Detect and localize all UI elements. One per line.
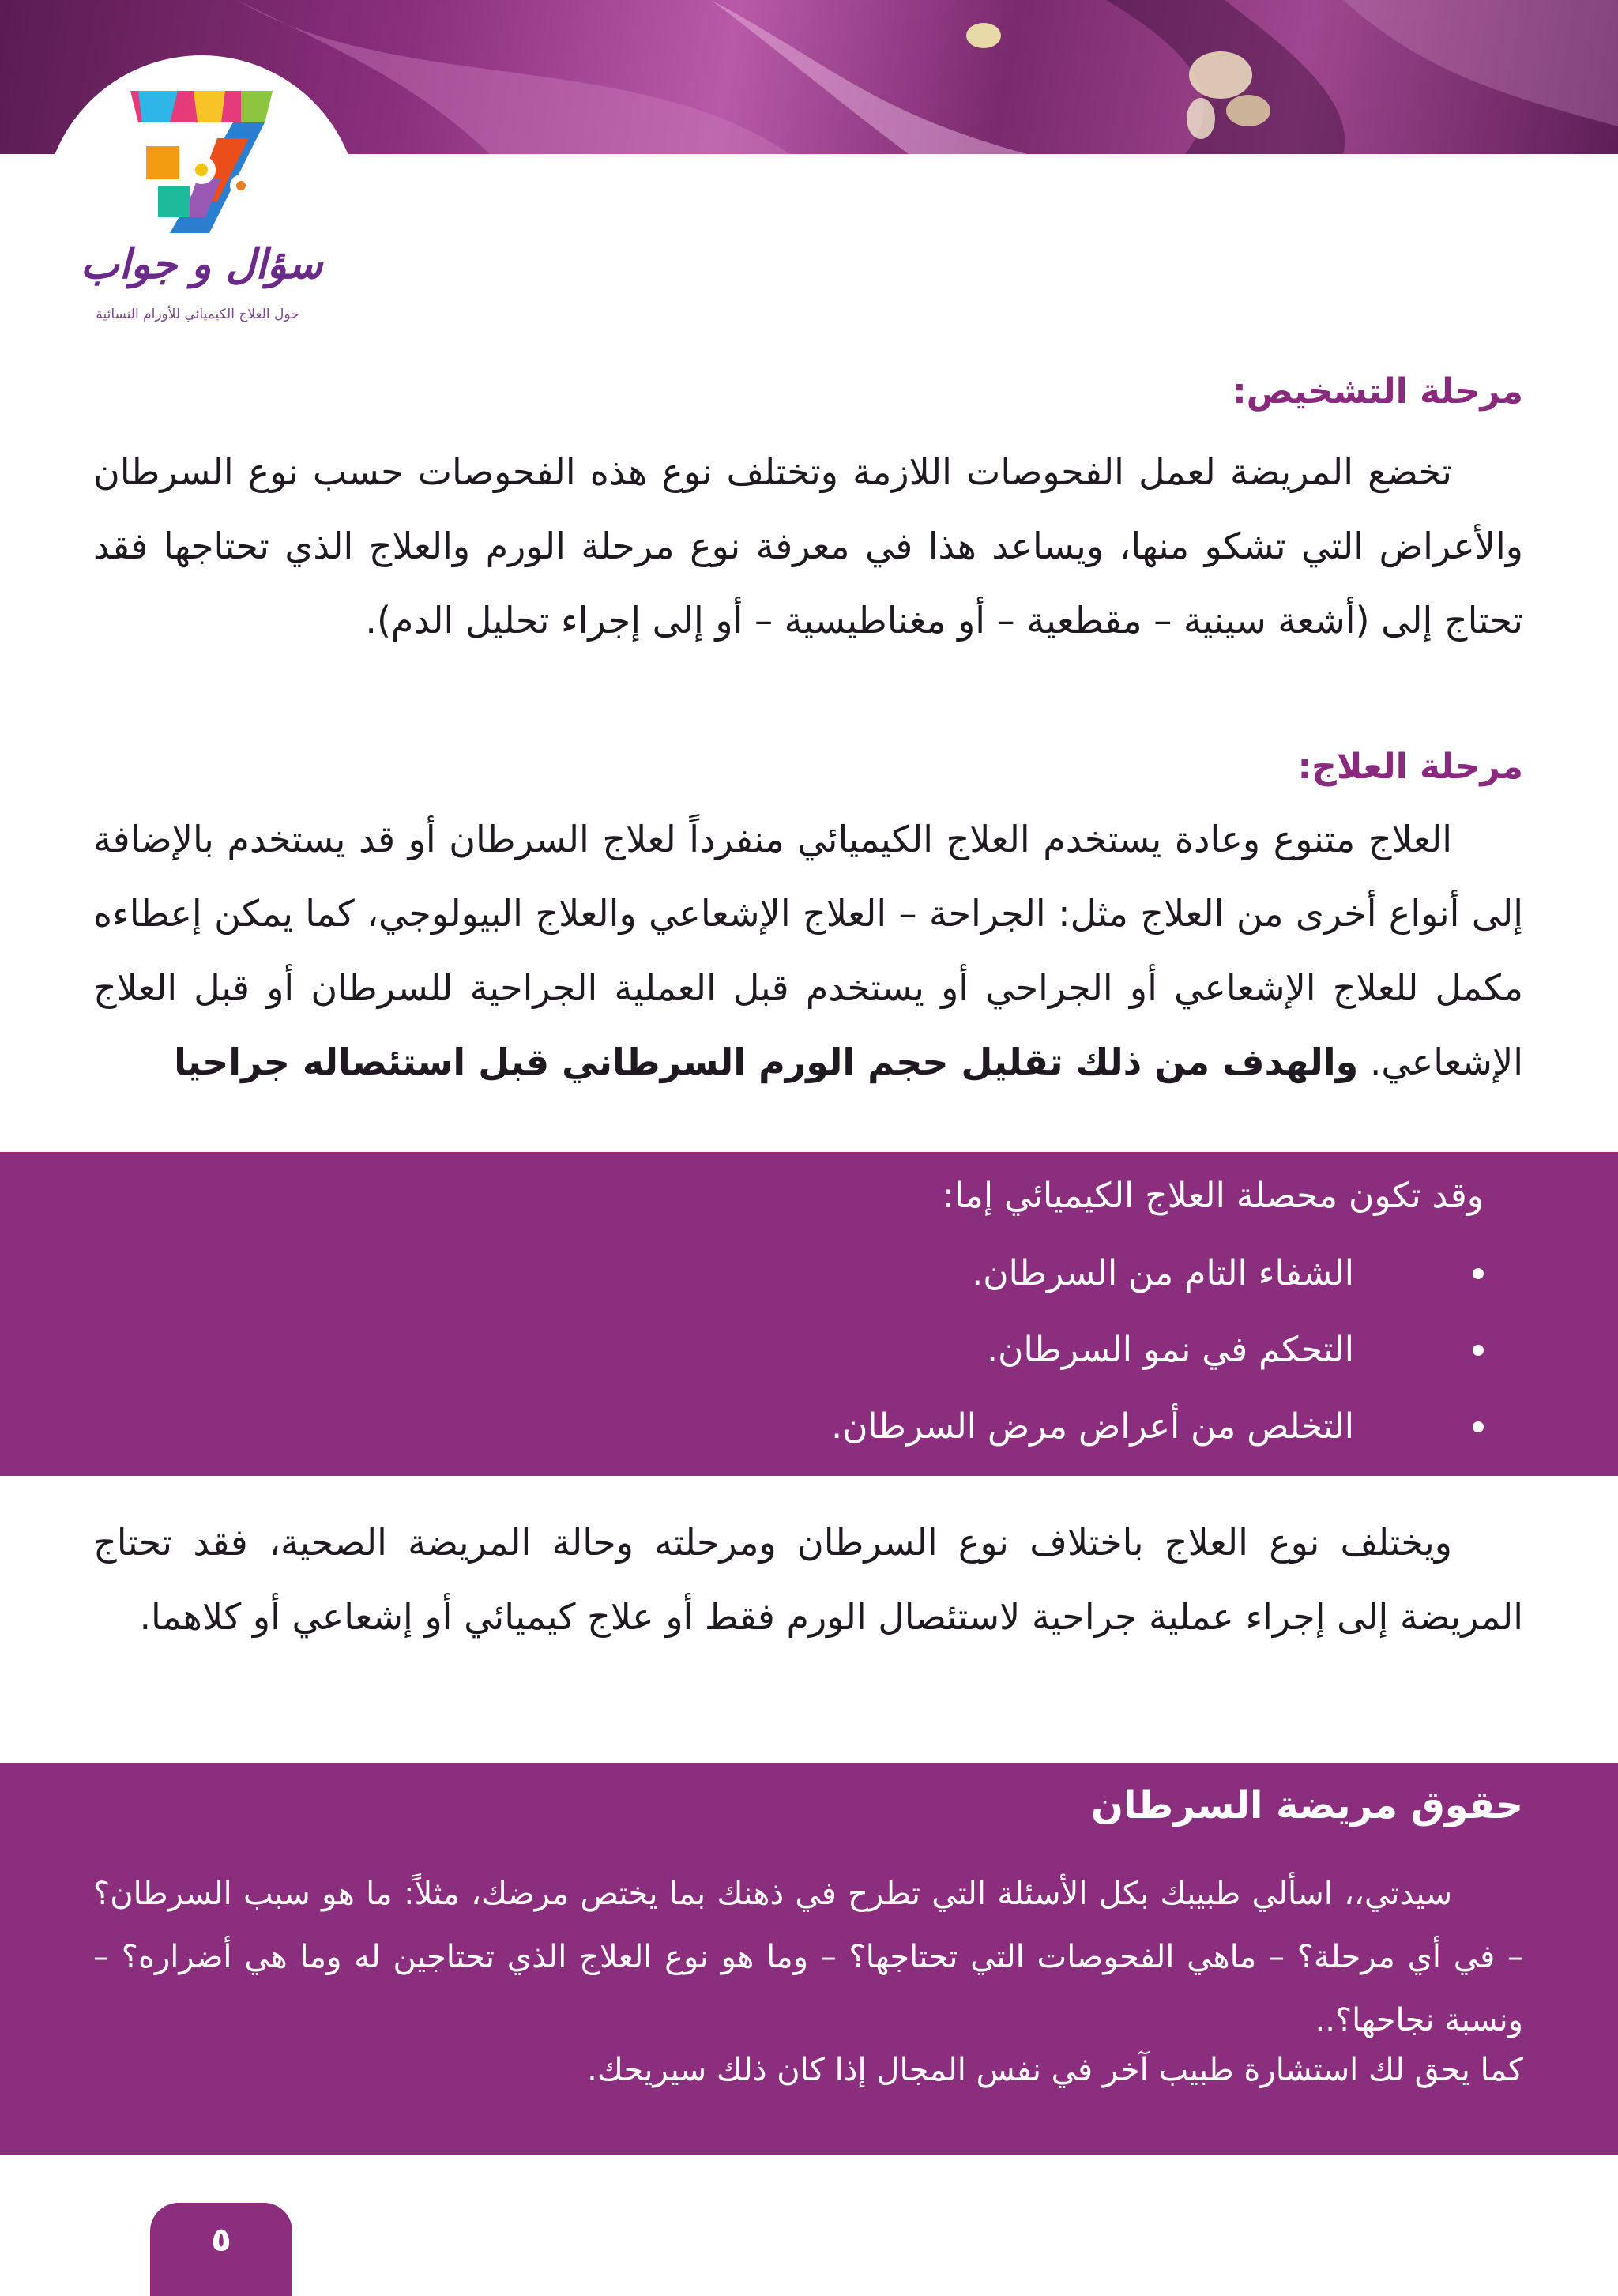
outcomes-list <box>831 1235 1484 1465</box>
rights-title: حقوق مريضة السرطان <box>1091 1783 1523 1827</box>
treatment-goal: والهدف من ذلك تقليل حجم الورم السرطاني قبل استئصاله جراحيا <box>174 1041 1359 1083</box>
treatment-text: العلاج متنوع وعادة يستخدم العلاج الكيميائي منفرداً لعلاج السرطان أو قد يستخدم بالإضافة إلى أنواع أخرى من العلاج مثل: الجراحة – العلاج الإشعاعي والعلاج البيولوجي، كما يمكن إعطاءه مكمل للعلاج الإشعاعي أو الجراحي أو يستخدم قبل العملية الجراحية للسرطان أو قبل العلاج الإشعاعي. <box>93 818 1523 1083</box>
diagnosis-text: تخضع المريضة لعمل الفحوصات اللازمة وتختلف نوع هذه الفحوصات حسب نوع السرطان والأعراض التي تشكو منها، ويساعد هذا في معرفة نوع مرحلة الورم والعلاج الذي تحتاجها فقد تحتاج إلى (أشعة سينية – مقطعية – أو مغناطيسية – أو إلى إجراء تحليل الدم). <box>93 450 1523 642</box>
outcomes-title: وقد تكون محصلة العلاج الكيميائي إما: <box>943 1176 1484 1216</box>
logo-subtitle: حول العلاج الكيميائي للأورام النسائية <box>96 307 299 322</box>
list-item: التخلص من أعراض مرض السرطان. <box>831 1388 1484 1465</box>
list-item: التحكم في نمو السرطان. <box>831 1312 1484 1388</box>
logo <box>43 55 359 340</box>
rights-last-line: كما يحق لك استشارة طبيب آخر في نفس المجال إذا كان ذلك سيريحك. <box>587 2052 1523 2088</box>
page-number-tab <box>150 2203 292 2296</box>
variation-text: ويختلف نوع العلاج باختلاف نوع السرطان ومرحلته وحالة المريضة الصحية، فقد تحتاج المريضة إلى إجراء عملية جراحية لاستئصال الورم فقط أو علاج كيميائي أو إشعاعي أو كلاهما. <box>93 1521 1523 1638</box>
list-item: الشفاء التام من السرطان. <box>831 1235 1484 1312</box>
rights-paragraph <box>93 1862 1523 2052</box>
diagnosis-heading: مرحلة التشخيص: <box>1232 371 1523 412</box>
bullet-icon <box>1473 1421 1484 1432</box>
bullet-icon <box>1473 1345 1484 1356</box>
mosaic-seven-icon <box>122 91 280 233</box>
bullet-icon <box>1473 1268 1484 1279</box>
treatment-heading: مرحلة العلاج: <box>1297 747 1523 787</box>
outcomes-band <box>0 1152 1618 1476</box>
rights-text: سيدتي،، اسألي طبيبك بكل الأسئلة التي تطرح في ذهنك بما يختص مرضك، مثلاً: ما هو سبب السرطان؟ – في أي مرحلة؟ – ماهي الفحوصات التي تحتاجها؟ – وما هو نوع العلاج الذي تحتاجين له وما هي أضراره؟ – ونسبة نجاحها؟.. <box>93 1876 1523 2038</box>
rights-band <box>0 1763 1618 2155</box>
page-number: ٥ <box>211 2220 231 2259</box>
treatment-paragraph <box>93 802 1523 1099</box>
logo-title: سؤال و جواب <box>80 241 323 288</box>
diagnosis-paragraph <box>93 435 1523 657</box>
variation-paragraph <box>93 1505 1523 1654</box>
